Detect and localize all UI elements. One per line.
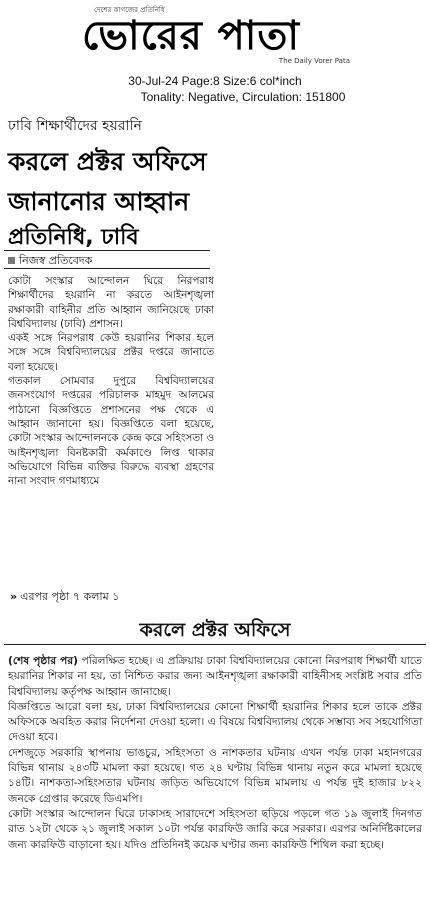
article-body [8, 274, 214, 488]
clip-meta-line: 30-Jul-24 Page:8 Size:6 col*inch [128, 74, 302, 88]
article-clipping [4, 112, 222, 610]
newspaper-logo: ভোরের পাতা [82, 12, 301, 59]
reporter-name: নিজস্ব প্রতিবেদক [19, 254, 93, 267]
continued-jump-line [10, 588, 119, 607]
continuation-paragraph: কোটা সংস্কার আন্দোলন ঘিরে ঢাকাসহ সারাদেশে সহিংসতা ছড়িয়ে পড়লে গত ১৯ জুলাই দিনগত রাত ১২টা থেকে ২১ জুলাই সকাল ১০টা পর্যন্ত কারফিউ জারি করে সরকার। এরপর অনির্দিষ্টকালের জন্য কারফিউ বাড়ানো হয়। যদিও প্রতিদিনই কয়েক ঘণ্টার জন্য কারফিউ শিথিল করা হচ্ছে। [8, 807, 422, 851]
double-chevron-right-icon: » [10, 590, 18, 603]
article-paragraph: কোটা সংস্কার আন্দোলন ঘিরে নিরপরাধ শিক্ষার্থীদের হয়রানি না করতে আইনশৃঙ্খলা রক্ষাকারী বাহিনীর প্রতি আহ্বান জানিয়েছে ঢাকা বিশ্ববিদ্যালয় (ঢাবি) প্রশাসন। [8, 275, 214, 330]
continuation-headline: করলে প্রক্টর অফিসে [139, 619, 291, 641]
continuation-paragraph [8, 654, 422, 700]
continuation-clipping [4, 614, 426, 894]
divider [4, 644, 426, 645]
continuation-paragraph: বিজ্ঞপ্তিতে আরো বলা হয়, ঢাকা বিশ্ববিদ্যালয়ের কোনো শিক্ষার্থী হয়রানির শিকার হলে তাকে প্রক্টর অফিসকে অবহিত করার নির্দেশনা দেওয়া হলো। এ বিষয়ে বিশ্ববিদ্যালয় থেকে সম্ভাব্য সব সহযোগিতা দেওয়া হবে। [8, 700, 422, 744]
article-paragraph: একই সঙ্গে নিরপরাধ কেউ হয়রানির শিকার হলে সঙ্গে সঙ্গে বিশ্ববিদ্যালয়ের প্রক্টর দপ্তরে জানাতে বলা হয়েছে। [8, 332, 214, 373]
article-headline-line-3: প্রতিনিধি, ঢাবি [8, 225, 139, 250]
article-headline-line-2: জানানোর আহ্বান [8, 187, 190, 216]
continuation-body [8, 654, 422, 853]
masthead-tagline: দেশের কাগজের প্রতিনিধি [94, 6, 165, 14]
masthead [62, 4, 362, 70]
masthead-english-name: The Daily Vorer Pata [278, 57, 350, 65]
divider [4, 250, 210, 251]
article-paragraph: গতকাল সোমবার দুপুরে বিশ্ববিদ্যালয়ের জনসংযোগ দপ্তরের পরিচালক মাহমুদ আলমের পাঠানো বিজ্ঞপ্তিতে প্রশাসনের পক্ষ থেকে এ আহ্বান জানানো হয়। বিজ্ঞপ্তিতে বলা হয়েছে, কোটা সংস্কার আন্দোলনকে কেন্দ্র করে সহিংসতা ও আইনশৃঙ্খলা বিনষ্টকারী কর্মকাণ্ডে লিপ্ত থাকার অভিযোগে বিভিন্ন ব্যক্তির বিরুদ্ধে ব্যবস্থা গ্রহণের নানা সংবাদ গণমাধ্যমে [8, 375, 214, 488]
continuation-paragraph: দেশজুড়ে সরকারি স্থাপনায় ভাঙচুর, সহিংসতা ও নাশকতার ঘটনায় এখন পর্যন্ত ঢাকা মহানগরের বিভিন্ন থানায় ২৪৩টি মামলা করা হয়েছে। গত ২৪ ঘণ্টায় বিভিন্ন থানায় নতুন করে মামলা হয়েছে ১৪টি। নাশকতা-সহিংসতার ঘটনায় জড়িত অভিযোগে বিভিন্ন মামলায় এ পর্যন্ত দুই হাজার ৮২২ জনকে গ্রেপ্তার করেছে ডিএমপি। [8, 746, 422, 805]
jump-text: এরপর পৃষ্ঠা ৭ কলাম ১ [20, 590, 120, 603]
article-kicker: ঢাবি শিক্ষার্থীদের হয়রানি [8, 118, 142, 134]
article-headline-line-1: করলে প্রক্টর অফিসে [8, 147, 207, 176]
clip-tonality-line: Tonality: Negative, Circulation: 151800 [140, 90, 346, 104]
continuation-paragraph-text: পরিলক্ষিত হচ্ছে। এ প্রক্রিয়ায় ঢাকা বিশ্ববিদ্যালয়ের কোনো নিরপরাধ শিক্ষার্থী যাতে হয়রানির শিকার না হয়, তা নিশ্চিত করার জন্য আইনশৃঙ্খলা রক্ষাকারী বাহিনীসহ সংশ্লিষ্ট সবার প্রতি বিশ্ববিদ্যালয় কর্তৃপক্ষ আহ্বান জানাচ্ছে। [8, 655, 422, 698]
divider [4, 268, 210, 269]
byline-square-icon [8, 257, 15, 264]
continued-from-tag: (শেষ পৃষ্ঠার পর) [8, 655, 78, 667]
